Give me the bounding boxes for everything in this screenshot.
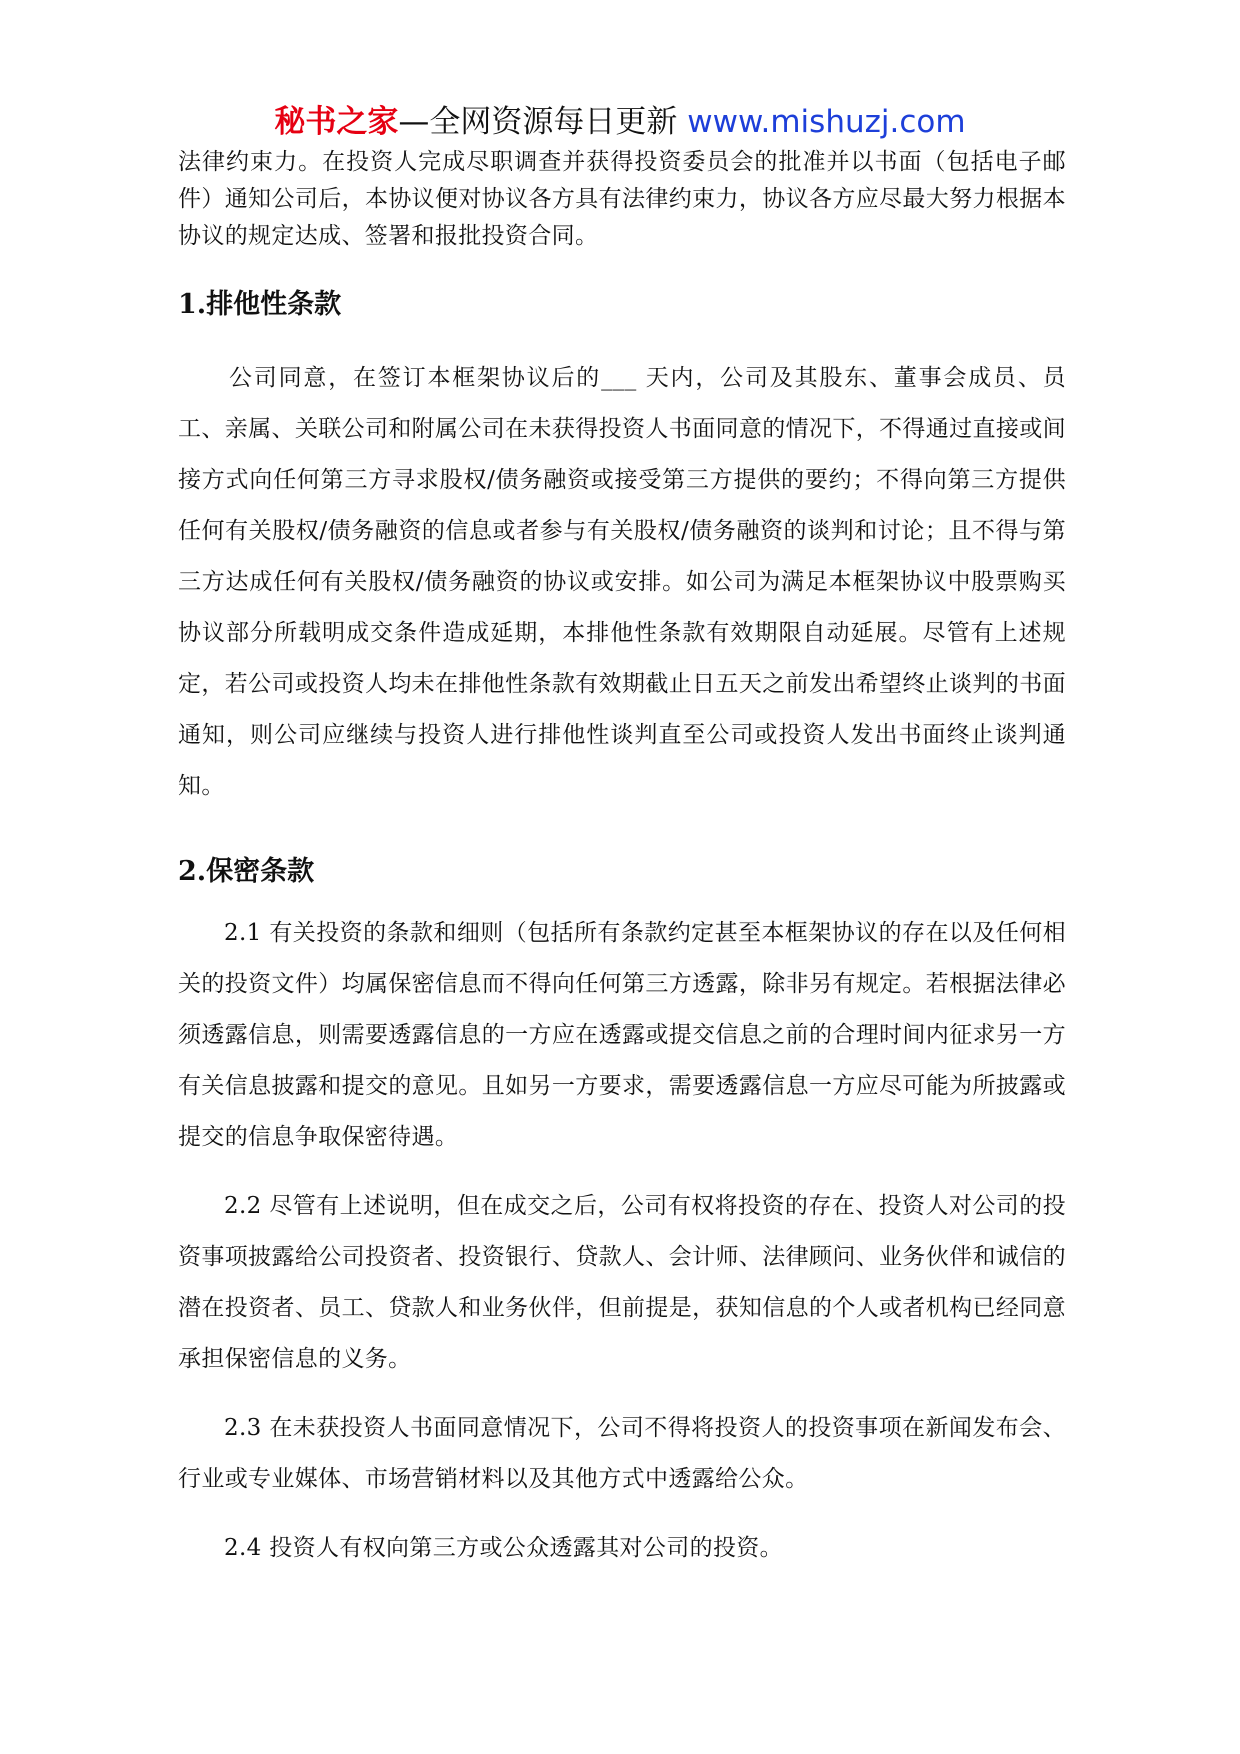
section-number: 2. (178, 856, 207, 887)
clause-2-2: 2.2 尽管有上述说明，但在成交之后，公司有权将投资的存在、投资人对公司的投资事项披露给公司投资者、投资银行、贷款人、会计师、法律顾问、业务伙伴和诚信的潜在投资者、员工、贷款人和业务伙伴，但前提是，获知信息的个人或者机构已经同意承担保密信息的义务。 (178, 1193, 1066, 1372)
document-body (178, 144, 1066, 1574)
clause-2-3: 2.3 在未获投资人书面同意情况下，公司不得将投资人的投资事项在新闻发布会、行业或专业媒体、市场营销材料以及其他方式中透露给公众。 (178, 1415, 1066, 1492)
brand-tagline: —全网资源每日更新 (398, 104, 678, 140)
brand-name: 秘书之家 (274, 104, 399, 140)
site-url-link[interactable]: www.mishuzj.com (687, 104, 966, 140)
exclusivity-paragraph: 公司同意，在签订本框架协议后的___ 天内，公司及其股东、董事会成员、员工、亲属、关联公司和附属公司在未获得投资人书面同意的情况下，不得通过直接或间接方式向任何第三方寻求股权/债务融资或接受第三方提供的要约；不得向第三方提供任何有关股权/债务融资的信息或者参与有关股权/债务融资的谈判和讨论；且不得与第三方达成任何有关股权/债务融资的协议或安排。如公司为满足本框架协议中股票购买协议部分所载明成交条件造成延期，本排他性条款有效期限自动延展。尽管有上述规定，若公司或投资人均未在排他性条款有效期截止日五天之前发出希望终止谈判的书面通知，则公司应继续与投资人进行排他性谈判直至公司或投资人发出书面终止谈判通知。 (178, 365, 1066, 799)
section-heading-confidentiality (178, 852, 1066, 892)
clause-2-1: 2.1 有关投资的条款和细则（包括所有条款约定甚至本框架协议的存在以及任何相关的投资文件）均属保密信息而不得向任何第三方透露，除非另有规定。若根据法律必须透露信息，则需要透露信息的一方应在透露或提交信息之前的合理时间内征求另一方有关信息披露和提交的意见。且如另一方要求，需要透露信息一方应尽可能为所披露或提交的信息争取保密待遇。 (178, 920, 1066, 1150)
section-title: 保密条款 (206, 856, 315, 887)
section-title: 排他性条款 (206, 289, 342, 320)
section-heading-exclusivity (178, 285, 1066, 325)
section-number: 1. (178, 289, 207, 320)
site-watermark-header (0, 100, 1240, 144)
intro-paragraph: 法律约束力。在投资人完成尽职调查并获得投资委员会的批准并以书面（包括电子邮件）通知公司后，本协议便对协议各方具有法律约束力，协议各方应尽最大努力根据本协议的规定达成、签署和报批投资合同。 (178, 149, 1066, 249)
clause-2-4: 2.4 投资人有权向第三方或公众透露其对公司的投资。 (224, 1535, 783, 1561)
